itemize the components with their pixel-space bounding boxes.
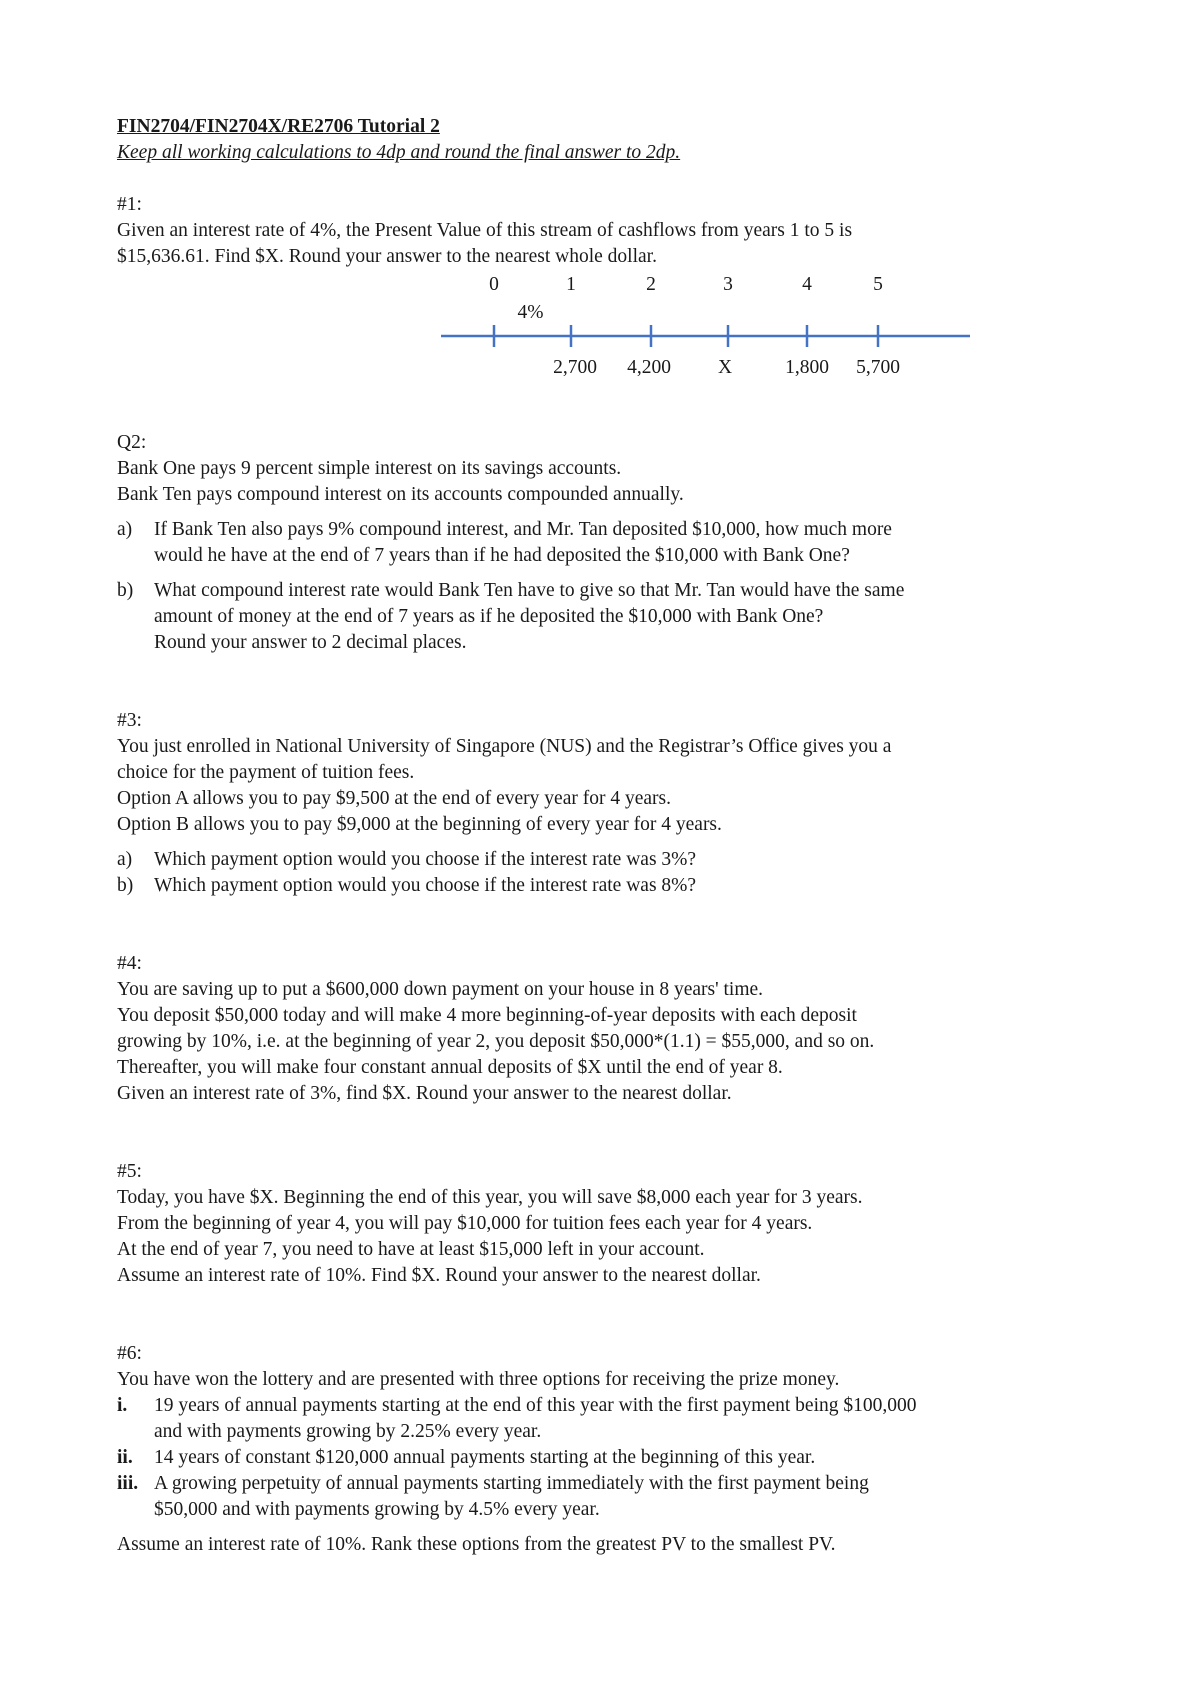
item-marker: ii. <box>117 1447 133 1468</box>
question-4 <box>117 951 1097 1107</box>
question-3a <box>117 847 1097 873</box>
period-label-0: 0 <box>489 274 499 295</box>
cashflow-label-2: 4,200 <box>627 357 671 378</box>
question-3a-text: Which payment option would you choose if the interest rate was 3%? <box>154 849 697 870</box>
question-3-line: You just enrolled in National University of Singapore (NUS) and the Registrar’s Office gives you a <box>117 736 892 757</box>
question-1-line: $15,636.61. Find $X. Round your answer to the nearest whole dollar. <box>117 246 657 267</box>
period-label-3: 3 <box>723 274 733 295</box>
period-label-2: 2 <box>646 274 656 295</box>
option-iii-line: $50,000 and with payments growing by 4.5% every year. <box>154 1499 600 1520</box>
question-2b <box>117 578 1097 656</box>
document-title: FIN2704/FIN2704X/RE2706 Tutorial 2 <box>117 116 440 137</box>
question-3 <box>117 708 1097 899</box>
question-4-heading: #4: <box>117 953 142 974</box>
question-6-intro: You have won the lottery and are presented with three options for receiving the prize money. <box>117 1369 840 1390</box>
option-i-line: and with payments growing by 2.25% every year. <box>154 1421 542 1442</box>
question-1-line: Given an interest rate of 4%, the Present Value of this stream of cashflows from years 1 to 5 is <box>117 220 853 241</box>
question-2a-line: If Bank Ten also pays 9% compound interest, and Mr. Tan deposited $10,000, how much more <box>154 519 892 540</box>
question-2a <box>117 517 1097 569</box>
cashflow-label-1: 2,700 <box>553 357 597 378</box>
item-marker: i. <box>117 1395 128 1416</box>
question-3-line: choice for the payment of tuition fees. <box>117 762 415 783</box>
item-marker: a) <box>117 519 133 540</box>
question-1 <box>117 192 1097 390</box>
question-3b <box>117 873 1097 899</box>
item-marker: a) <box>117 849 133 870</box>
question-4-line: You are saving up to put a $600,000 down payment on your house in 8 years' time. <box>117 979 764 1000</box>
question-1-heading: #1: <box>117 194 142 215</box>
question-2b-line: Round your answer to 2 decimal places. <box>154 632 467 653</box>
item-marker: b) <box>117 875 134 896</box>
question-6-final: Assume an interest rate of 10%. Rank these options from the greatest PV to the smallest PV. <box>117 1534 836 1555</box>
document-page <box>117 114 1097 1558</box>
question-2b-line: amount of money at the end of 7 years as if he deposited the $10,000 with Bank One? <box>154 606 824 627</box>
question-4-line: Given an interest rate of 3%, find $X. Round your answer to the nearest dollar. <box>117 1083 732 1104</box>
question-5-line: Today, you have $X. Beginning the end of this year, you will save $8,000 each year for 3 years. <box>117 1187 863 1208</box>
item-marker: b) <box>117 580 134 601</box>
option-ii <box>117 1445 1097 1471</box>
question-5-line: Assume an interest rate of 10%. Find $X. Round your answer to the nearest dollar. <box>117 1265 761 1286</box>
question-2-heading: Q2: <box>117 432 147 453</box>
option-iii <box>117 1471 1097 1523</box>
question-6-heading: #6: <box>117 1343 142 1364</box>
question-2 <box>117 430 1097 656</box>
period-label-4: 4 <box>802 274 812 295</box>
question-4-line: You deposit $50,000 today and will make 4 more beginning-of-year deposits with each deposit <box>117 1005 857 1026</box>
question-2a-line: would he have at the end of 7 years than if he had deposited the $10,000 with Bank One? <box>154 545 850 566</box>
document-subtitle: Keep all working calculations to 4dp and round the final answer to 2dp. <box>117 142 681 163</box>
question-4-line: Thereafter, you will make four constant annual deposits of $X until the end of year 8. <box>117 1057 783 1078</box>
cashflow-label-5: 5,700 <box>856 357 900 378</box>
question-5 <box>117 1159 1097 1289</box>
question-3b-text: Which payment option would you choose if the interest rate was 8%? <box>154 875 697 896</box>
cashflow-label-4: 1,800 <box>785 357 829 378</box>
question-3-line: Option B allows you to pay $9,000 at the beginning of every year for 4 years. <box>117 814 722 835</box>
period-label-1: 1 <box>566 274 576 295</box>
question-2-line: Bank Ten pays compound interest on its accounts compounded annually. <box>117 484 684 505</box>
question-5-heading: #5: <box>117 1161 142 1182</box>
option-i <box>117 1393 1097 1445</box>
cashflow-label-3: X <box>717 357 733 378</box>
option-i-line: 19 years of annual payments starting at the end of this year with the first payment being $100,000 <box>154 1395 917 1416</box>
option-ii-line: 14 years of constant $120,000 annual payments starting at the beginning of this year. <box>154 1447 816 1468</box>
question-3-heading: #3: <box>117 710 142 731</box>
option-iii-line: A growing perpetuity of annual payments starting immediately with the first payment being <box>154 1473 869 1494</box>
question-5-line: From the beginning of year 4, you will pay $10,000 for tuition fees each year for 4 years. <box>117 1213 813 1234</box>
question-2b-line: What compound interest rate would Bank Ten have to give so that Mr. Tan would have the same <box>154 580 905 601</box>
period-label-5: 5 <box>873 274 883 295</box>
question-6 <box>117 1341 1097 1558</box>
cashflow-timeline <box>117 270 1097 390</box>
interest-rate-label: 4% <box>517 302 544 323</box>
question-2-line: Bank One pays 9 percent simple interest on its savings accounts. <box>117 458 622 479</box>
question-3-line: Option A allows you to pay $9,500 at the end of every year for 4 years. <box>117 788 671 809</box>
question-5-line: At the end of year 7, you need to have at least $15,000 left in your account. <box>117 1239 705 1260</box>
item-marker: iii. <box>117 1473 139 1494</box>
question-4-line: growing by 10%, i.e. at the beginning of year 2, you deposit $50,000*(1.1) = $55,000, and so on. <box>117 1031 875 1052</box>
